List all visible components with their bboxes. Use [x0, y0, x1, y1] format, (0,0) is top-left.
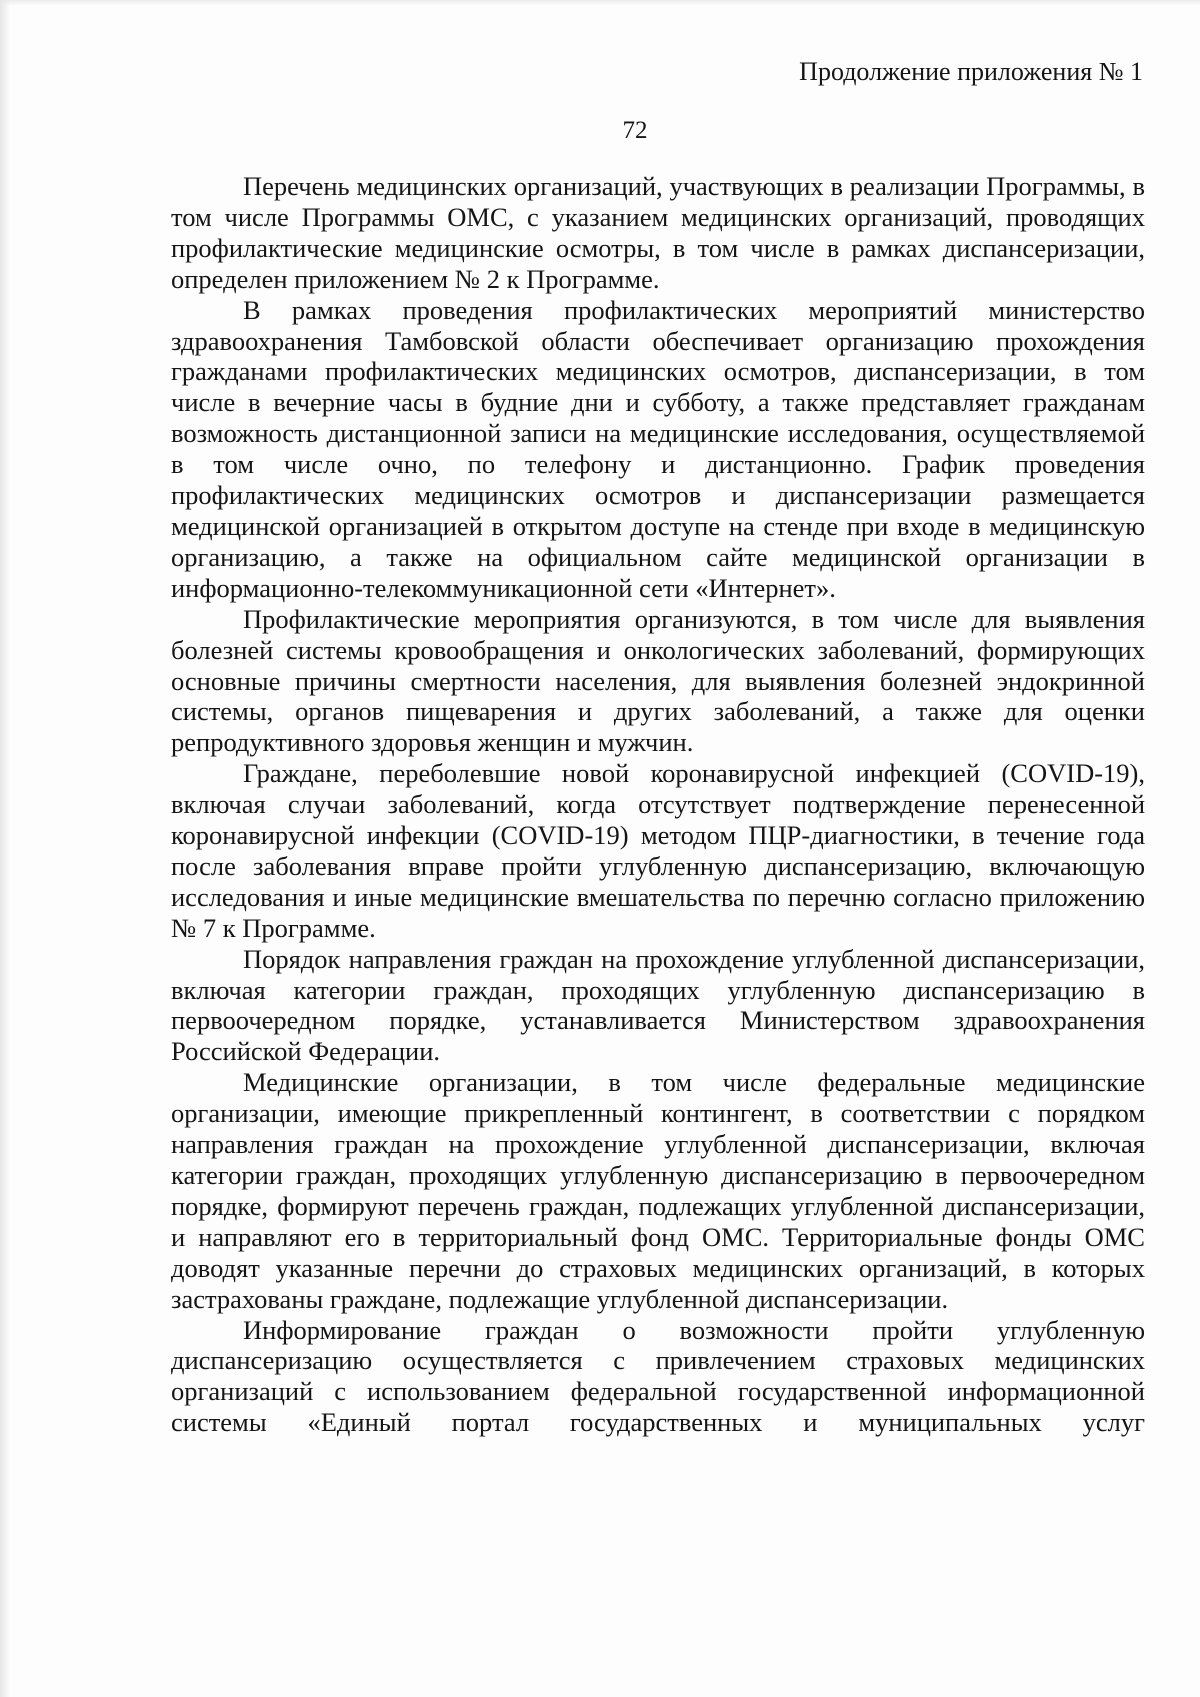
appendix-continuation-note: Продолжение приложения № 1: [799, 57, 1143, 86]
paragraph-referral-procedure: Порядок направления граждан на прохождение углубленной диспансеризации, включая категории граждан, проходящих углубленную диспансеризацию в первоочередном порядке, устанавливается Министерством здравоохранения Российской Федерации.: [171, 943, 1145, 1067]
scan-edge-top: [0, 0, 1200, 6]
paragraph-participating-organizations: Перечень медицинских организаций, участвующих в реализации Программы, в том числе Программы ОМС, с указанием медицинских организаций, проводящих профилактические медицинские осмотры, в том числе в рамках диспансеризации, определен приложением № 2 к Программе.: [171, 171, 1145, 294]
paragraph-medical-organizations-lists: Медицинские организации, в том числе федеральные медицинские организации, имеющие прикрепленный контингент, в соответствии с порядком направления граждан на прохождение углубленной диспансеризации, включая категории граждан, проходящих углубленную диспансеризацию в первоочередном порядке, формируют перечень граждан, подлежащих углубленной диспансеризации, и направляют его в территориальный фонд ОМС. Территориальные фонды ОМС доводят указанные перечни до страховых медицинских организаций, в которых застрахованы граждане, подлежащие углубленной диспансеризации.: [171, 1067, 1145, 1314]
paragraph-disease-detection: Профилактические мероприятия организуются, в том числе для выявления болезней системы кровообращения и онкологических заболеваний, формирующих основные причины смертности населения, для выявления болезней эндокринной системы, органов пищеварения и других заболеваний, а также для оценки репродуктивного здоровья женщин и мужчин.: [171, 603, 1145, 758]
scan-edge-left: [0, 0, 10, 1697]
paragraph-citizen-informing: Информирование граждан о возможности пройти углубленную диспансеризацию осуществляется с привлечением страховых медицинских организаций с использованием федеральной государственной информационной системы «Единый портал государственных и муниципальных услуг: [171, 1314, 1145, 1438]
page-number: 72: [622, 117, 648, 144]
paragraph-preventive-measures: В рамках проведения профилактических мероприятий министерство здравоохранения Тамбовской области обеспечивает организацию прохождения гражданами профилактических медицинских осмотров, диспансеризации, в том числе в вечерние часы в будние дни и субботу, а также представляет гражданам возможность дистанционной записи на медицинские исследования, осуществляемой в том числе очно, по телефону и дистанционно. График проведения профилактических медицинских осмотров и диспансеризации размещается медицинской организацией в открытом доступе на стенде при входе в медицинскую организацию, а также на официальном сайте медицинской организации в информационно-телекоммуникационной сети «Интернет».: [171, 294, 1145, 603]
document-body: [171, 171, 1145, 1438]
paragraph-covid-recovered: Граждане, переболевшие новой коронавирусной инфекцией (COVID-19), включая случаи заболеваний, когда отсутствует подтверждение перенесенной коронавирусной инфекции (COVID-19) методом ПЦР-диагностики, в течение года после заболевания вправе пройти углубленную диспансеризацию, включающую исследования и иные медицинские вмешательства по перечню согласно приложению № 7 к Программе.: [171, 758, 1145, 943]
